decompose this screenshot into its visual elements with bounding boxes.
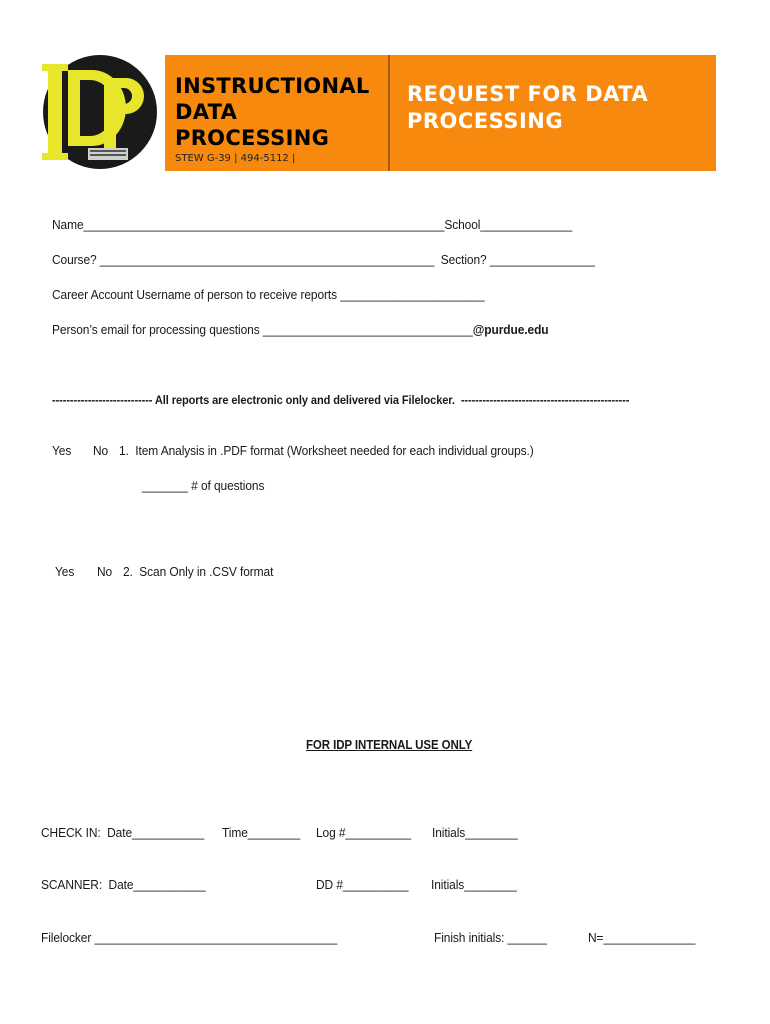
- delivery-notice: ---------------------------- All reports are electronic only and delivered via Filelocker. -----------------------------------------------: [52, 393, 630, 407]
- contact-line: STEW G-39 | 494-5112 |: [175, 153, 296, 164]
- option1-yes[interactable]: Yes: [52, 443, 72, 458]
- scanner-initials-field[interactable]: Initials________: [431, 877, 517, 892]
- option2-no[interactable]: No: [97, 564, 113, 579]
- org-title: INSTRUCTIONAL DATA PROCESSING: [175, 74, 370, 150]
- filelocker-field[interactable]: Filelocker _____________________________________: [41, 930, 338, 945]
- check-in-time-field[interactable]: Time________: [222, 825, 301, 840]
- idp-logo: [38, 52, 160, 172]
- header-divider: [388, 55, 390, 171]
- questions-count-field[interactable]: _______ # of questions: [142, 478, 265, 493]
- header-banner: [165, 55, 716, 171]
- email-label: Person’s email for processing questions ________________________________: [52, 322, 473, 337]
- email-domain: @purdue.edu: [472, 322, 549, 337]
- option1-label: 1. Item Analysis in .PDF format (Worksheet needed for each individual groups.): [119, 443, 534, 458]
- n-count-field[interactable]: N=______________: [588, 930, 696, 945]
- form-title: REQUEST FOR DATA PROCESSING: [407, 82, 649, 133]
- option1-no[interactable]: No: [93, 443, 109, 458]
- internal-use-heading: FOR IDP INTERNAL USE ONLY: [306, 738, 473, 752]
- logo-letter-i: [48, 64, 62, 160]
- log-number-field[interactable]: Log #__________: [316, 825, 412, 840]
- finish-initials-field[interactable]: Finish initials: ______: [434, 930, 547, 945]
- option2-yes[interactable]: Yes: [55, 564, 75, 579]
- option2-label: 2. Scan Only in .CSV format: [123, 564, 274, 579]
- course-section-field[interactable]: Course? ___________________________________________________ Section? ________________: [52, 252, 595, 267]
- check-in-date-field[interactable]: CHECK IN: Date___________: [41, 825, 205, 840]
- scanner-date-field[interactable]: SCANNER: Date___________: [41, 877, 206, 892]
- dd-number-field[interactable]: DD #__________: [316, 877, 409, 892]
- check-in-initials-field[interactable]: Initials________: [432, 825, 518, 840]
- name-school-field[interactable]: Name_______________________________________________________School______________: [52, 217, 573, 232]
- email-field[interactable]: [52, 322, 549, 337]
- career-account-field[interactable]: Career Account Username of person to receive reports ______________________: [52, 287, 485, 302]
